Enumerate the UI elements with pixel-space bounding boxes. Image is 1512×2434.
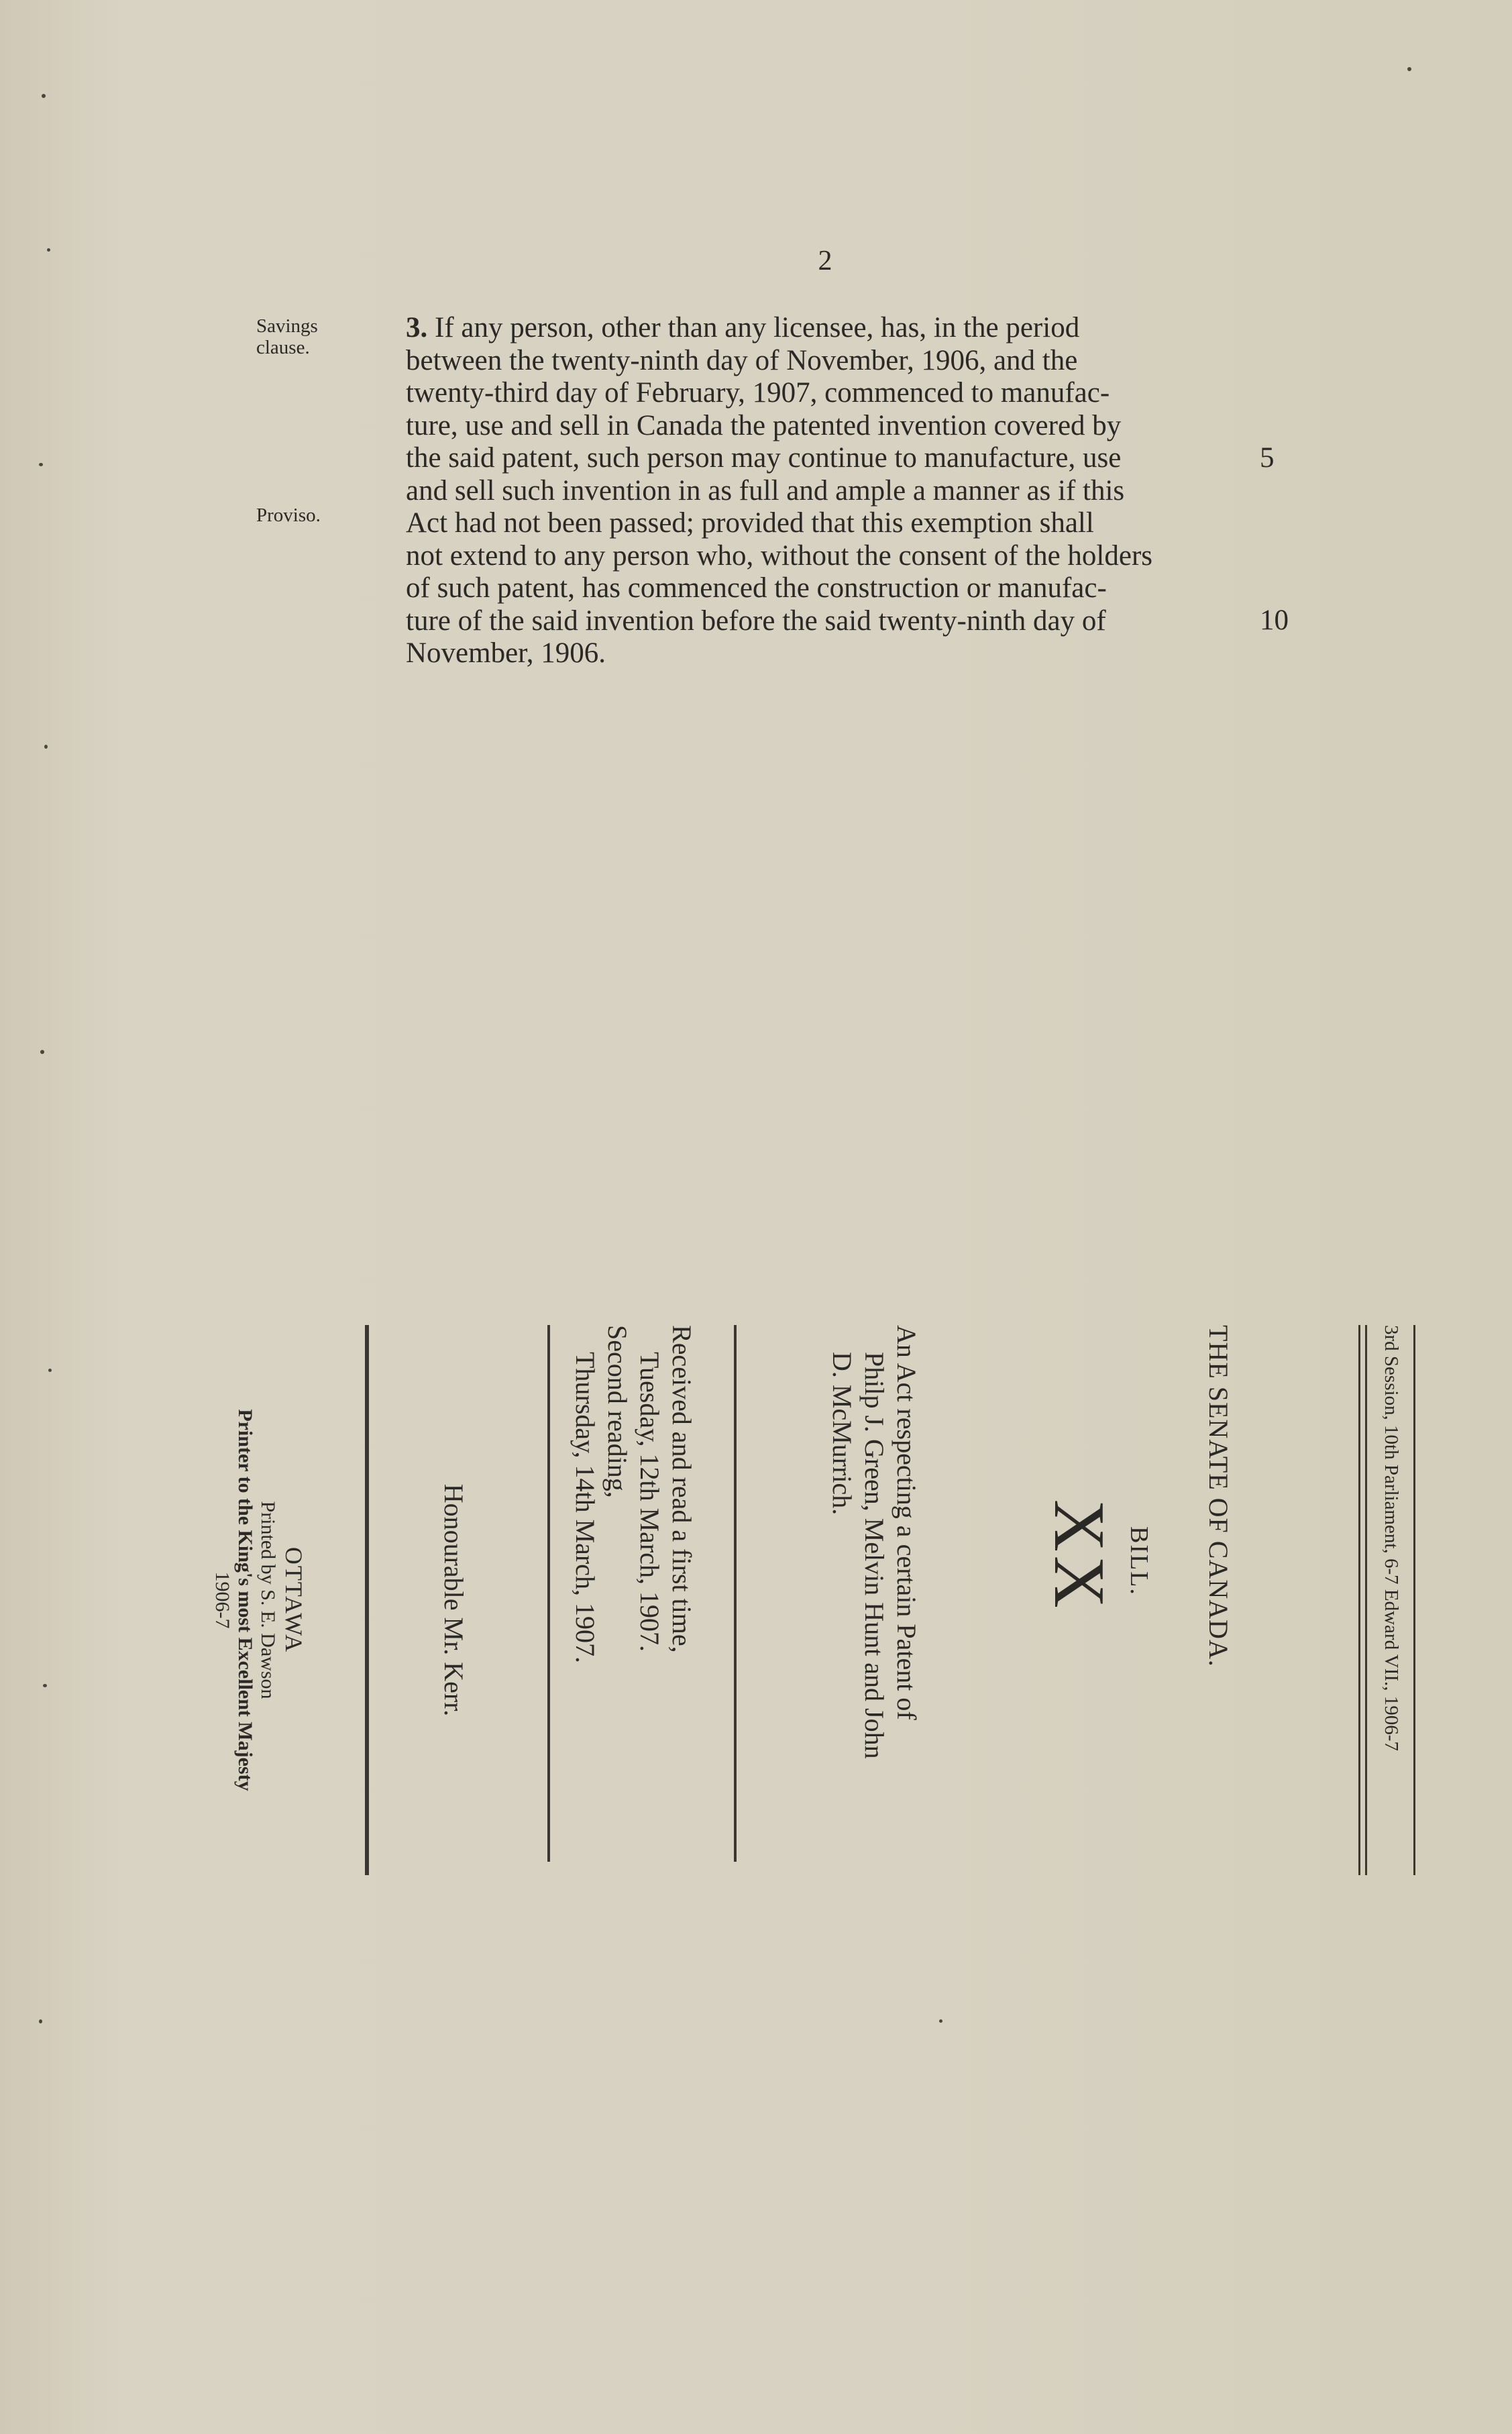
body-line: 3. If any person, other than any licensee, has, in the period <box>406 312 1080 343</box>
bill-title-line: An Act respecting a certain Patent of <box>892 1325 922 1720</box>
paper-speck <box>42 94 46 98</box>
paper-speck <box>47 248 50 252</box>
section-3-text <box>406 312 1244 670</box>
session-rule-lower <box>1358 1325 1360 1875</box>
section-number: 3. <box>406 312 428 343</box>
paper-speck <box>39 463 43 466</box>
top-rule <box>1413 1325 1415 1875</box>
body-line: not extend to any person who, without the consent of the holders <box>406 539 1153 572</box>
imprint-year: 1906-7 <box>211 1571 233 1629</box>
paper-speck <box>43 1684 47 1687</box>
reading-line: Tuesday, 12th March, 1907. <box>635 1352 665 1652</box>
body-line: twenty-third day of February, 1907, commenced to manufac- <box>406 377 1110 409</box>
body-line: ture, use and sell in Canada the patented invention covered by <box>406 409 1122 441</box>
line-number-5: 5 <box>1260 442 1275 474</box>
body-line: ture of the said invention before the said twenty-ninth day of <box>406 604 1106 637</box>
bill-number: XX <box>1039 1499 1119 1612</box>
body-line: between the twenty-ninth day of November, 1906, and the <box>406 344 1078 376</box>
bill-title <box>826 1325 922 1862</box>
imprint-place: OTTAWA <box>280 1546 307 1654</box>
house-name: THE SENATE OF CANADA. <box>1203 1325 1234 1667</box>
sponsor-rule <box>365 1325 369 1875</box>
reading-record <box>569 1325 698 1875</box>
bill-title-line: Philp J. Green, Melvin Hunt and John <box>859 1352 889 1759</box>
page-number: 2 <box>818 246 832 276</box>
margin-note-line: Savings <box>256 315 318 337</box>
paper-speck <box>39 2019 42 2023</box>
reading-line: Thursday, 14th March, 1907. <box>570 1352 600 1663</box>
body-line: of such patent, has commenced the construction or manufac- <box>406 572 1107 604</box>
bill-endorsement <box>127 1325 1415 1996</box>
line-number-10: 10 <box>1260 604 1289 636</box>
printer-imprint <box>211 1325 309 1875</box>
reading-rule <box>547 1325 550 1862</box>
session-rule-upper <box>1365 1325 1367 1875</box>
paper-speck <box>1407 67 1411 71</box>
body-line: the said patent, such person may continue to manufacture, use <box>406 442 1122 474</box>
imprint-printer-title: Printer to the King's most Excellent Majesty <box>234 1409 256 1791</box>
imprint-printed-by: Printed by S. E. Dawson <box>257 1501 279 1699</box>
margin-note-proviso: Proviso. <box>256 505 321 526</box>
margin-note-line: clause. <box>256 337 310 358</box>
paper-speck <box>40 1050 44 1054</box>
body-line: November, 1906. <box>406 637 606 669</box>
sponsor: Honourable Mr. Kerr. <box>439 1483 469 1717</box>
body-line: and sell such invention in as full and ample a manner as if this <box>406 474 1125 507</box>
session-line: 3rd Session, 10th Parliament, 6-7 Edward VII., 1906-7 <box>1381 1325 1402 1751</box>
body-line: Act had not been passed; provided that this exemption shall <box>406 507 1094 539</box>
reading-line: Second reading, <box>602 1325 633 1498</box>
paper-speck <box>939 2019 942 2023</box>
margin-note-savings-clause <box>256 315 384 358</box>
bill-title-line: D. McMurrich. <box>827 1352 857 1516</box>
reading-line: Received and read a first time, <box>667 1325 697 1653</box>
paper-speck <box>48 1369 52 1372</box>
paper-speck <box>44 745 48 749</box>
title-rule <box>734 1325 737 1862</box>
bill-label: BILL. <box>1125 1526 1153 1596</box>
